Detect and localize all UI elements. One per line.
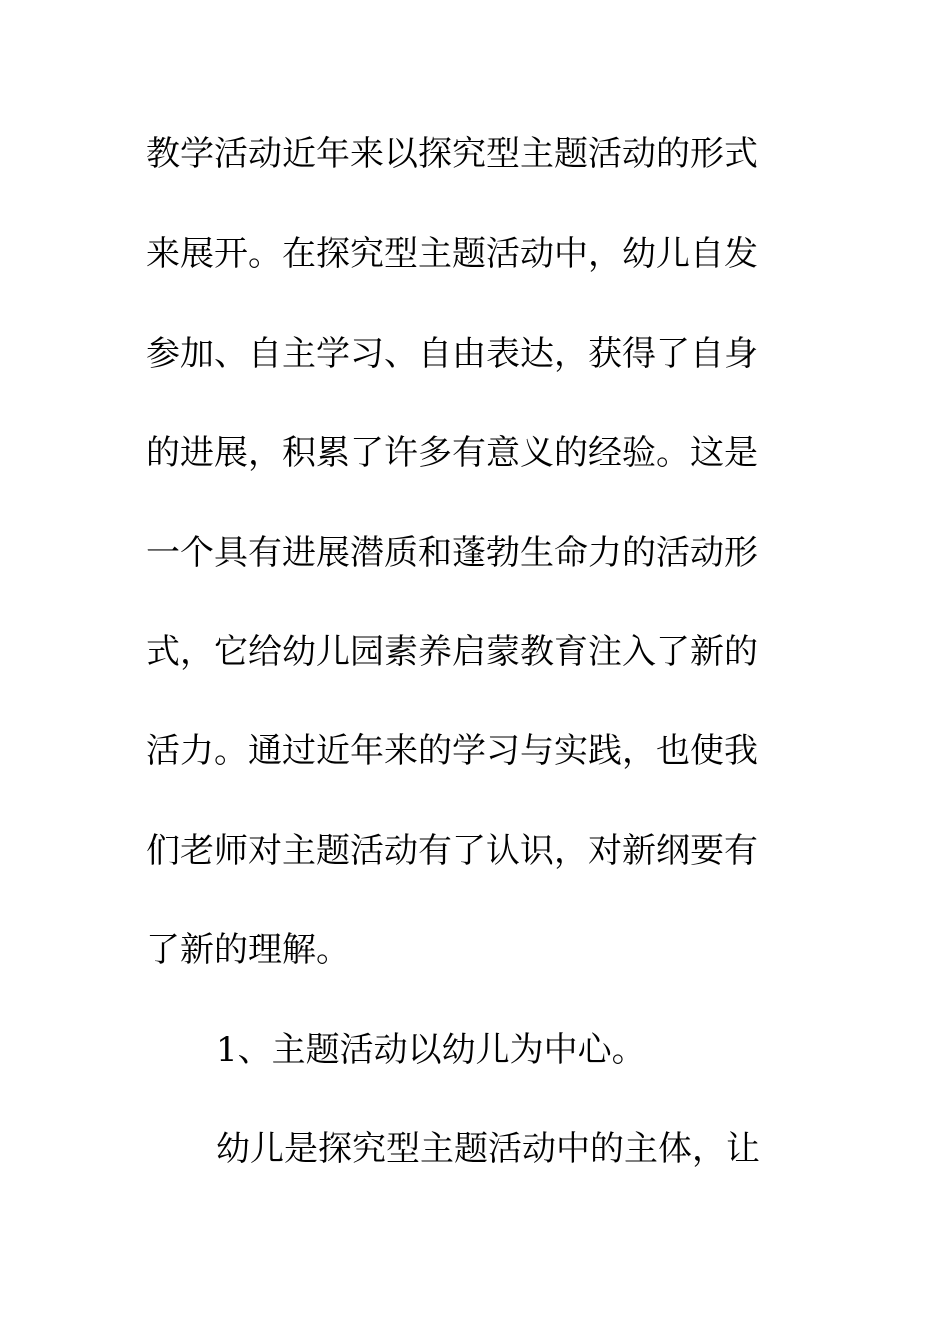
paragraph-1-line-2: 来展开。在探究型主题活动中，幼儿自发 [146,234,758,274]
paragraph-1-line-5: 一个具有进展潜质和蓬勃生命力的活动形 [146,533,758,573]
paragraph-1-line-3: 参加、自主学习、自由表达，获得了自身 [146,334,758,374]
paragraph-1-line-7: 活力。通过近年来的学习与实践，也使我 [146,731,758,771]
paragraph-1-line-4: 的进展，积累了许多有意义的经验。这是 [146,433,758,473]
paragraph-1-line-1: 教学活动近年来以探究型主题活动的形式 [146,134,758,174]
paragraph-1-line-9: 了新的理解。 [146,930,350,970]
paragraph-2-line-1: 幼儿是探究型主题活动中的主体，让 [216,1129,760,1169]
section-heading-1: 1、主题活动以幼儿为中心。 [216,1030,646,1070]
paragraph-1-line-6: 式，它给幼儿园素养启蒙教育注入了新的 [146,632,758,672]
paragraph-1-line-8: 们老师对主题活动有了认识，对新纲要有 [146,831,758,871]
